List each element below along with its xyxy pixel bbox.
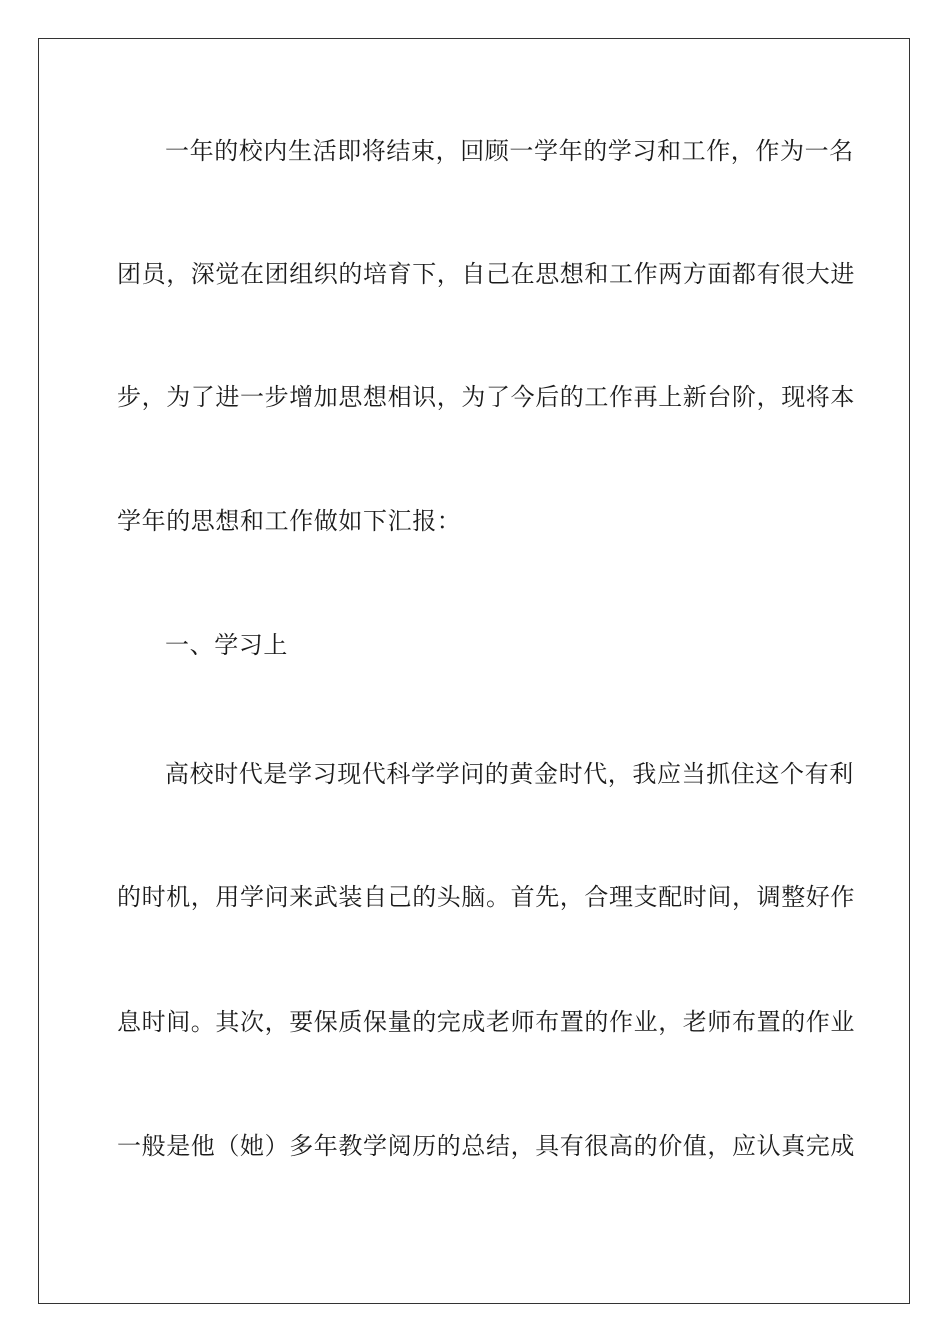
paragraph-line: 一般是他（她）多年教学阅历的总结，具有很高的价值，应认真完成 — [117, 1132, 855, 1160]
paragraph-line: 高校时代是学习现代科学学问的黄金时代，我应当抓住这个有利 — [165, 760, 854, 788]
paragraph-line: 息时间。其次，要保质保量的完成老师布置的作业，老师布置的作业 — [117, 1008, 855, 1036]
paragraph-line: 步，为了进一步增加思想相识，为了今后的工作再上新台阶，现将本 — [117, 383, 855, 411]
paragraph-line: 的时机，用学问来武装自己的头脑。首先，合理支配时间，调整好作 — [117, 883, 855, 911]
page-border — [38, 38, 910, 1304]
paragraph-line: 团员，深觉在团组织的培育下，自己在思想和工作两方面都有很大进 — [117, 260, 855, 288]
paragraph-line: 学年的思想和工作做如下汇报： — [117, 507, 462, 535]
paragraph-line: 一年的校内生活即将结束，回顾一学年的学习和工作，作为一名 — [165, 137, 854, 165]
section-heading: 一、学习上 — [165, 631, 288, 659]
